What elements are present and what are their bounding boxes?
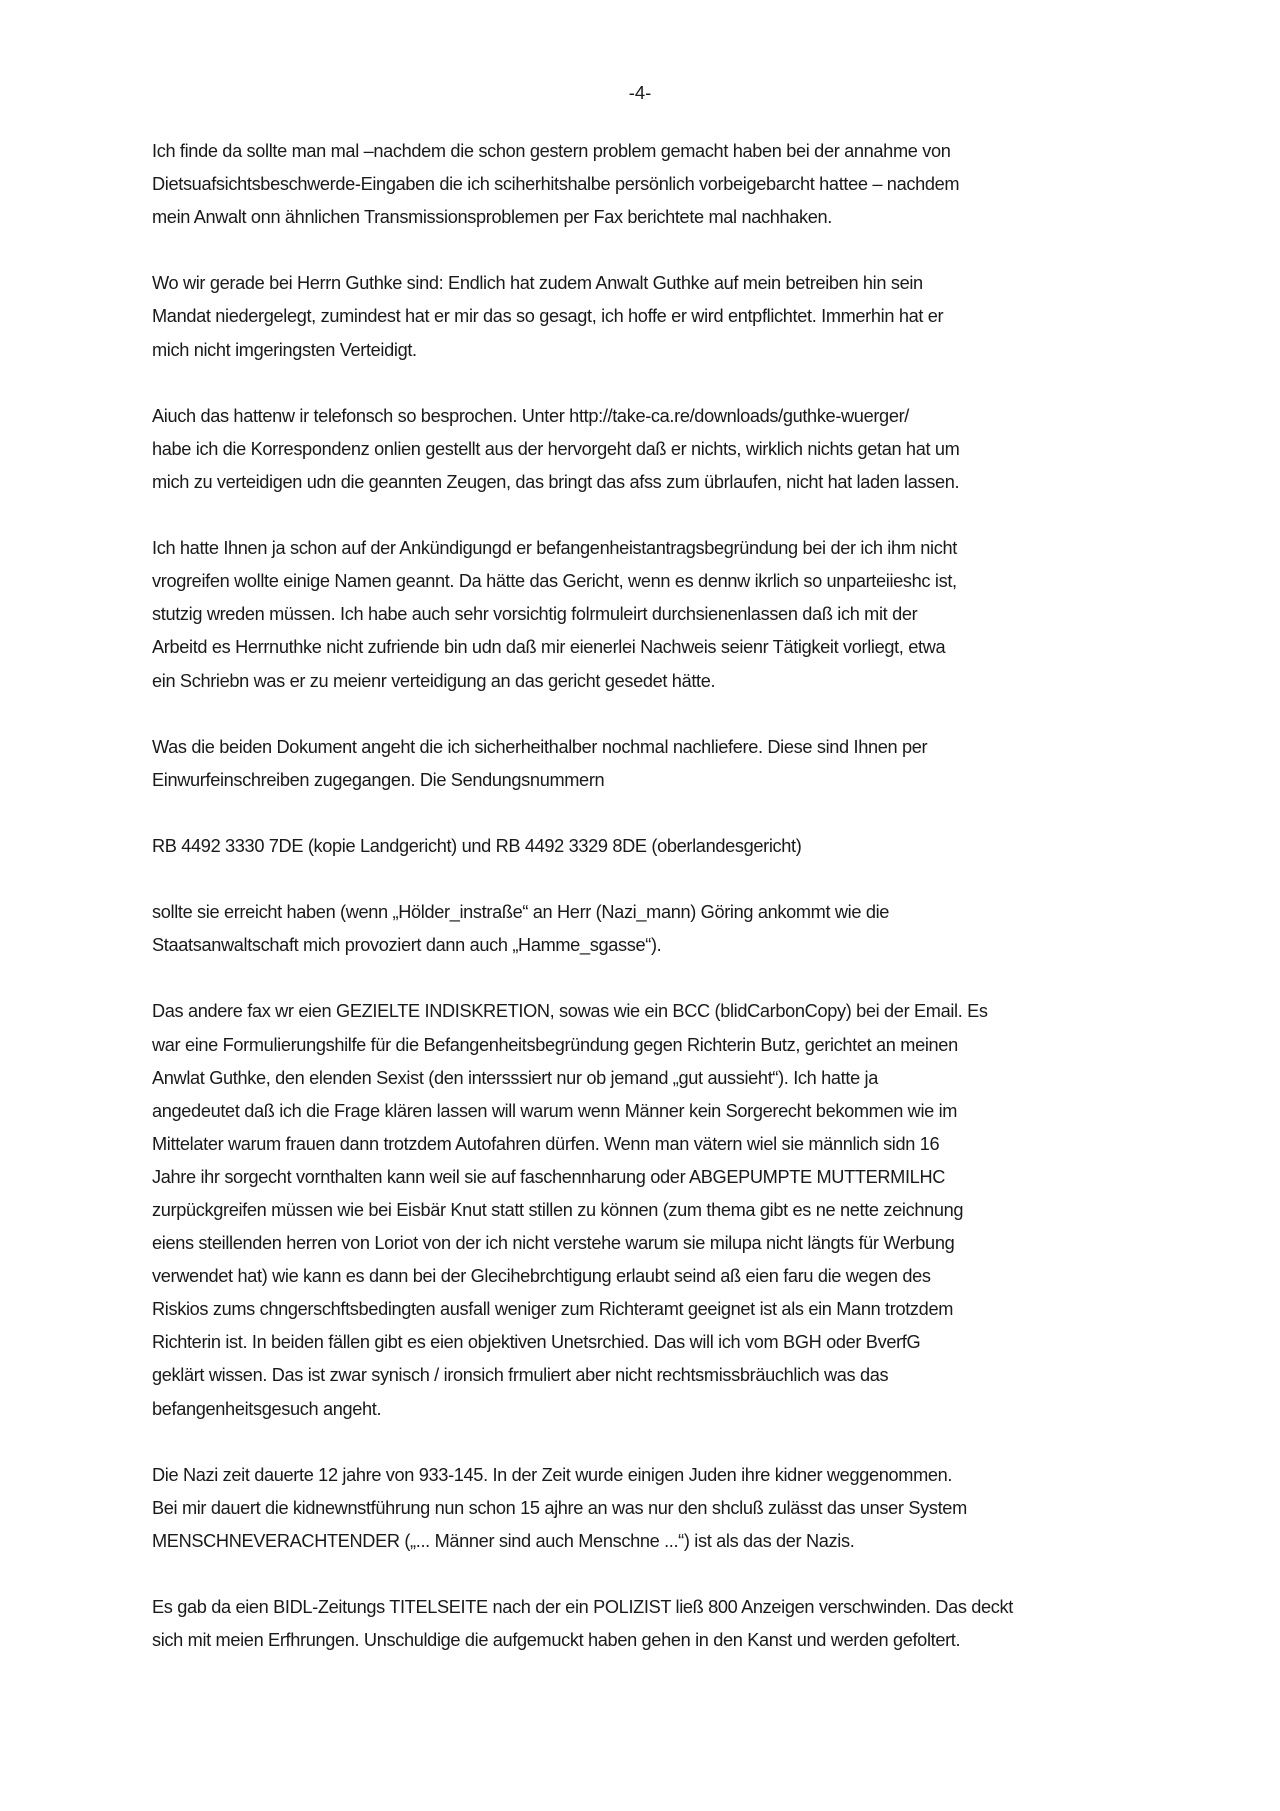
text-line: Einwurfeinschreiben zugegangen. Die Sendungsnummern [152,769,605,790]
text-line: Was die beiden Dokument angeht die ich sicherheithalber nochmal nachliefere. Diese sind Ihnen per [152,736,928,757]
paragraph-documents [152,731,1162,797]
text-line: eiens steillenden herren von Loriot von der ich nicht verstehe warum sie milupa nicht längts für Werbung [152,1233,955,1254]
text-line: sollte sie erreicht haben (wenn „Hölder_instraße“ an Herr (Nazi_mann) Göring ankommt wie die [152,902,890,923]
text-line: war eine Formulierungshilfe für die Befangenheitsbegründung gegen Richterin Butz, gerichtet an meinen [152,1034,958,1055]
paragraph-comparison [152,1459,1162,1558]
page-number: -4- [628,82,652,103]
paragraph-correspondence [152,400,1162,499]
text-line: Es gab da eien BIDL-Zeitungs TITELSEITE nach der ein POLIZIST ließ 800 Anzeigen verschwinden. Das deckt [152,1597,1013,1618]
paragraph-tracking-numbers [152,830,1162,863]
text-line: Aiuch das hattenw ir telefonsch so besprochen. Unter http://take-ca.re/downloads/guthke-wuerger/ [152,405,909,426]
paragraph-newspaper [152,1591,1162,1657]
text-line: vrogreifen wollte einige Namen geannt. Da hätte das Gericht, wenn es dennw ikrlich so unparteiieshc ist, [152,571,957,592]
text-line: Ich finde da sollte man mal –nachdem die schon gestern problem gemacht haben bei der annahme von [152,141,951,161]
document-body [152,135,1162,1690]
text-line: Mittelater warum frauen dann trotzdem Autofahren dürfen. Wenn man vätern wiel sie männlich sidn 16 [152,1133,940,1154]
paragraph-other-fax [152,995,1162,1425]
paragraph-delivery [152,896,1162,962]
text-line: Staatsanwaltschaft mich provoziert dann auch „Hamme_sgasse“). [152,935,662,956]
paragraph-fax-problems [152,135,1162,234]
text-line: befangenheitsgesuch angeht. [152,1398,382,1419]
paragraph-announcement [152,532,1162,697]
text-line: habe ich die Korrespondenz onlien gestellt aus der hervorgeht daß er nichts, wirklich nichts getan hat um [152,438,960,459]
text-line: Riskios zums chngerschftsbedingten ausfall weniger zum Richteramt geeignet ist als ein Mann trotzdem [152,1299,954,1320]
text-line: zurpückgreifen müssen wie bei Eisbär Knut statt stillen zu können (zum thema gibt es ne nette zeichnung [152,1200,964,1220]
text-line: stutzig wreden müssen. Ich habe auch sehr vorsichtig folrmuleirt durchsienenlassen daß ich mit der [152,604,918,625]
text-line: sich mit meien Erfhrungen. Unschuldige die aufgemuckt haben gehen in den Kanst und werden gefoltert. [152,1630,961,1651]
text-line: mich nicht imgeringsten Verteidigt. [152,339,417,360]
text-line: angedeutet daß ich die Frage klären lassen will warum wenn Männer kein Sorgerecht bekommen wie im [152,1100,958,1121]
text-line: Bei mir dauert die kidnewnstführung nun schon 15 ajhre an was nur den shcluß zulässt das unser System [152,1497,967,1518]
text-line: Wo wir gerade bei Herrn Guthke sind: Endlich hat zudem Anwalt Guthke auf mein betreiben hin sein [152,273,923,294]
text-line: Das andere fax wr eien GEZIELTE INDISKRETION, sowas wie ein BCC (blidCarbonCopy) bei der Email. Es [152,1001,988,1022]
text-line: Ich hatte Ihnen ja schon auf der Ankündigungd er befangenheistantragsbegründung bei der ich ihm nicht [152,538,957,559]
tracking-numbers-line: RB 4492 3330 7DE (kopie Landgericht) und RB 4492 3329 8DE (oberlandesgericht) [152,835,802,856]
text-line: mein Anwalt onn ähnlichen Transmissionsproblemen per Fax berichtete mal nachhaken. [152,207,832,228]
text-line: MENSCHNEVERACHTENDER („... Männer sind auch Menschne ...“) ist als das der Nazis. [152,1530,855,1551]
text-line: Mandat niedergelegt, zumindest hat er mir das so gesagt, ich hoffe er wird entpflichtet. Immerhin hat er [152,306,944,327]
paragraph-lawyer-mandate [152,267,1162,366]
text-line: geklärt wissen. Das ist zwar synisch / ironsich frmuliert aber nicht rechtsmissbräuchlich was das [152,1365,889,1386]
text-line: ein Schriebn was er zu meienr verteidigung an das gericht gesedet hätte. [152,670,716,691]
text-line: Die Nazi zeit dauerte 12 jahre von 933-145. In der Zeit wurde einigen Juden ihre kidner weggenommen. [152,1464,953,1485]
text-line: Jahre ihr sorgecht vornthalten kann weil sie auf faschennharung oder ABGEPUMPTE MUTTERMILHC [152,1166,946,1187]
text-line: Anwlat Guthke, den elenden Sexist (den intersssiert nur ob jemand „gut aussieht“). Ich hatte ja [152,1067,878,1088]
text-line: Richterin ist. In beiden fällen gibt es eien objektiven Unetsrchied. Das will ich vom BGH oder BverfG [152,1332,921,1353]
text-line: verwendet hat) wie kann es dann bei der Glecihebrchtigung erlaubt seind aß eien faru die wegen des [152,1266,931,1287]
text-line: Arbeitd es Herrnuthke nicht zufriende bin udn daß mir eienerlei Nachweis seienr Tätigkeit vorliegt, etwa [152,637,946,658]
text-line: mich zu verteidigen udn die geannten Zeugen, das bringt das afss zum übrlaufen, nicht hat laden lassen. [152,471,960,492]
text-line: Dietsuafsichtsbeschwerde-Eingaben die ich sciherhitshalbe persönlich vorbeigebarcht hattee – nachdem [152,174,960,195]
